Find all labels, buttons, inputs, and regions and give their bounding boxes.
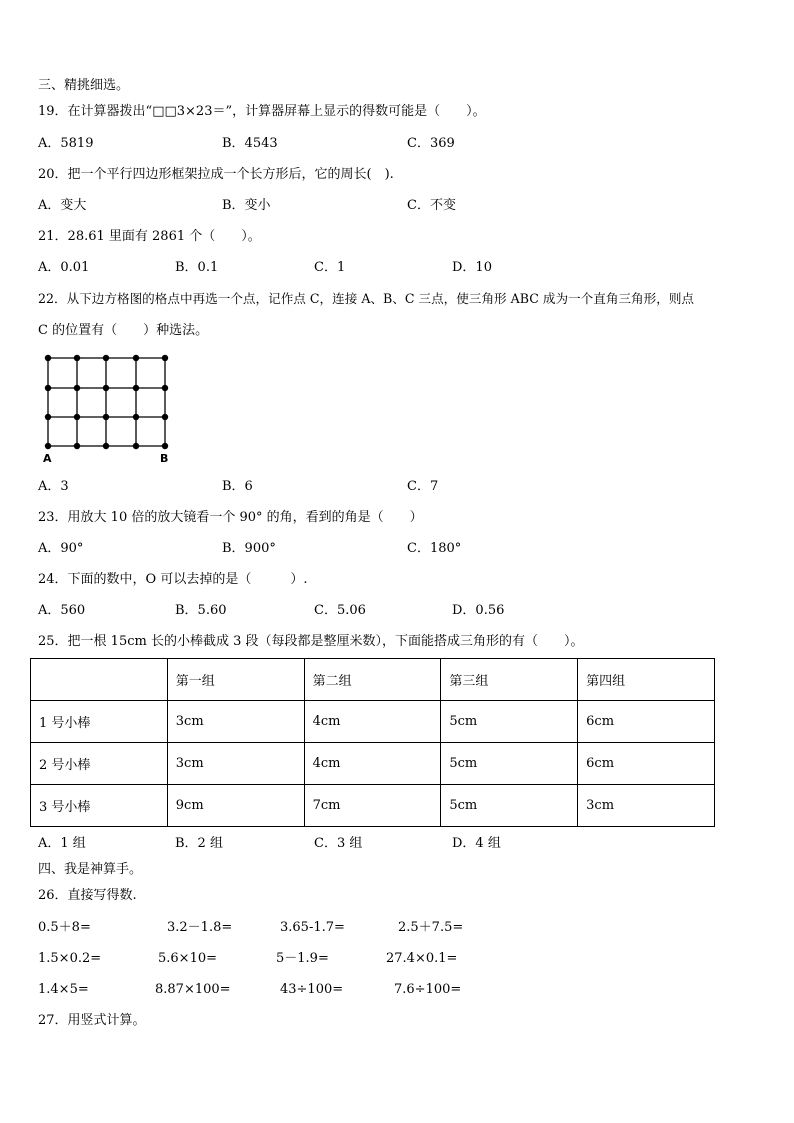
q26-item: 7.6÷100=	[394, 982, 462, 997]
table-header-cell: 第二组	[304, 659, 441, 701]
table-cell: 9cm	[167, 785, 304, 827]
q23-option-c: C．180°	[407, 541, 462, 556]
q25-option-a: A．1 组	[38, 836, 86, 851]
q21-option-d: D．10	[452, 260, 492, 275]
q24-option-d: D．0.56	[452, 603, 505, 618]
q19-option-c: C．369	[407, 136, 455, 151]
q22-stem-line2: C 的位置有（ ）种选法。	[38, 323, 209, 338]
table-cell: 3 号小棒	[31, 785, 168, 827]
table-header-cell	[31, 659, 168, 701]
table-cell: 1 号小棒	[31, 701, 168, 743]
q26-item: 8.87×100=	[155, 982, 231, 997]
table-row	[31, 743, 715, 785]
q21-option-c: C．1	[314, 260, 346, 275]
section-3-heading: 三、精挑细选。	[38, 78, 130, 93]
table-cell: 7cm	[304, 785, 441, 827]
q25-option-d: D．4 组	[452, 836, 501, 851]
table-cell: 3cm	[167, 743, 304, 785]
table-cell: 3cm	[167, 701, 304, 743]
q26-item: 5－1.9=	[276, 951, 329, 966]
q26-item: 3.65-1.7=	[280, 920, 345, 935]
q25-table	[30, 658, 715, 827]
q26-item: 5.6×10=	[158, 951, 218, 966]
q25-option-c: C．3 组	[314, 836, 363, 851]
q24-option-b: B．5.60	[175, 603, 227, 618]
q27-stem: 27．用竖式计算。	[38, 1013, 146, 1028]
q26-item: 2.5＋7.5=	[398, 920, 464, 935]
grid-label-a: A	[43, 452, 52, 465]
q21-stem: 21．28.61 里面有 2861 个（ ）。	[38, 229, 261, 244]
q26-item: 27.4×0.1=	[386, 951, 458, 966]
q25-stem: 25．把一根 15cm 长的小棒截成 3 段（每段都是整厘米数），下面能搭成三角形的有（ ）。	[38, 634, 584, 649]
section-4-heading: 四、我是神算手。	[38, 862, 143, 877]
q24-stem: 24．下面的数中，O 可以去掉的是（ ）.	[38, 572, 308, 587]
q23-stem: 23．用放大 10 倍的放大镜看一个 90° 的角，看到的角是（ ）	[38, 510, 423, 525]
q24-option-a: A．560	[38, 603, 86, 618]
q26-item: 43÷100=	[280, 982, 344, 997]
q26-item: 1.4×5=	[38, 982, 89, 997]
q21-option-a: A．0.01	[38, 260, 90, 275]
table-cell: 6cm	[578, 743, 715, 785]
table-cell: 5cm	[441, 701, 578, 743]
q22-option-b: B．6	[222, 479, 253, 494]
q19-stem: 19．在计算器拨出“□□3×23＝”，计算器屏幕上显示的得数可能是（ ）。	[38, 104, 486, 119]
q20-option-b: B．变小	[222, 198, 271, 213]
q19-option-b: B．4543	[222, 136, 278, 151]
table-cell: 5cm	[441, 785, 578, 827]
table-header-cell: 第三组	[441, 659, 578, 701]
q24-option-c: C．5.06	[314, 603, 366, 618]
q26-item: 3.2－1.8=	[167, 920, 233, 935]
table-cell: 2 号小棒	[31, 743, 168, 785]
q22-stem-line1: 22．从下边方格图的格点中再选一个点，记作点 C，连接 A、B、C 三点，使三角形 ABC 成为一个直角三角形，则点	[38, 291, 695, 306]
table-cell: 3cm	[578, 785, 715, 827]
table-cell: 4cm	[304, 743, 441, 785]
table-row	[31, 785, 715, 827]
q26-item: 0.5＋8=	[38, 920, 91, 935]
q26-stem: 26．直接写得数.	[38, 888, 137, 903]
q22-grid-figure	[38, 350, 178, 468]
table-header-cell: 第四组	[578, 659, 715, 701]
table-row	[31, 701, 715, 743]
q20-stem: 20．把一个平行四边形框架拉成一个长方形后，它的周长( ).	[38, 167, 394, 182]
q20-option-a: A．变大	[38, 198, 87, 213]
table-header-cell: 第一组	[167, 659, 304, 701]
q20-option-c: C．不变	[407, 198, 456, 213]
table-cell: 4cm	[304, 701, 441, 743]
grid-label-b: B	[160, 452, 169, 465]
table-header-row	[31, 659, 715, 701]
q23-option-b: B．900°	[222, 541, 276, 556]
table-cell: 6cm	[578, 701, 715, 743]
q19-option-a: A．5819	[38, 136, 94, 151]
q21-option-b: B．0.1	[175, 260, 219, 275]
q23-option-a: A．90°	[38, 541, 84, 556]
q22-option-c: C．7	[407, 479, 439, 494]
q25-option-b: B．2 组	[175, 836, 223, 851]
q26-item: 1.5×0.2=	[38, 951, 102, 966]
q22-option-a: A．3	[38, 479, 69, 494]
table-cell: 5cm	[441, 743, 578, 785]
